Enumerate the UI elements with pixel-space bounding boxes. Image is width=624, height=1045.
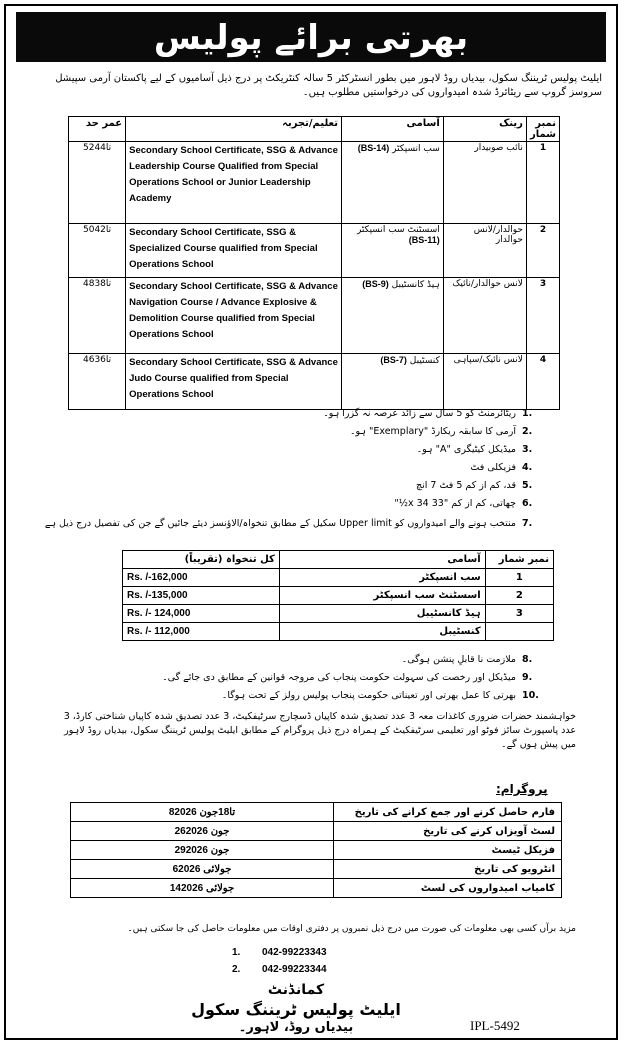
- condition-text: چھاتی، کم از کم "33 x 34½": [394, 498, 516, 509]
- contact-note: مزید برآں کسی بھی معلومات کی صورت میں درج ذیل نمبروں پر دفتری اوقات میں معلومات حاصل کی جا سکتی ہیں۔: [127, 924, 576, 934]
- post-name: ہیڈ کانسٹیبل: [279, 605, 485, 623]
- post-urdu: سب انسپکٹر: [392, 144, 440, 154]
- pay-amount: Rs. /-162,000: [123, 569, 280, 587]
- signature-institution: ایلیٹ پولیس ٹریننگ سکول: [191, 1000, 401, 1019]
- condition-item: [26, 518, 556, 529]
- phone-list: [232, 944, 327, 978]
- condition-number: 8.: [522, 654, 533, 665]
- programme-event: انٹرویو کی تاریخ: [334, 860, 562, 879]
- serial-number: 3: [526, 278, 559, 354]
- age-limit: 48تا38: [69, 278, 126, 354]
- pay-amount: Rs. /-135,000: [123, 587, 280, 605]
- header-pay: کل تنخواہ (تقریباً): [123, 551, 280, 569]
- phone-number: 042-99223343: [262, 947, 327, 958]
- phone-number: 042-99223344: [262, 964, 327, 975]
- programme-date: 6جولائی 2026: [71, 860, 334, 879]
- advertisement-page: [4, 4, 618, 1040]
- condition-number: 9.: [522, 672, 533, 683]
- post-name: [341, 278, 443, 354]
- table-row: [71, 841, 562, 860]
- table-row: [71, 860, 562, 879]
- condition-item: [76, 444, 556, 455]
- header-post: آسامی: [341, 117, 443, 142]
- age-limit: 52تا44: [69, 142, 126, 224]
- table-row: [123, 569, 554, 587]
- instructions-text: خواہشمند حضرات ضروری کاغذات معہ 3 عدد تصدیق شدہ کاپیاں ڈسچارج سرٹیفکیٹ، 3 عدد تصدیق شدہ کاپیاں شناختی کارڈ، 3 عدد پاسپورٹ سائز فوٹو اور تعلیمی سرٹیفکیٹ کے ہمراہ درج ذیل پروگرام کے مطابق ایلیٹ پولیس ٹریننگ سکول، بیدیاں روڈ لاہور میں پیش ہوں گے۔: [63, 711, 576, 750]
- condition-item: [76, 690, 556, 701]
- condition-number: 5.: [522, 480, 533, 491]
- condition-item: [76, 480, 556, 491]
- programme-date: 14جولائی 2026: [71, 879, 334, 898]
- condition-number: 10.: [522, 690, 539, 701]
- age-limit: 46تا36: [69, 354, 126, 410]
- signature-title: کمانڈنٹ: [267, 982, 325, 998]
- qualification: Secondary School Certificate, SSG & Advance Navigation Course / Advance Explosive & Demolition Course qualified from Special Operations School: [126, 278, 342, 354]
- intro-text: ایلیٹ پولیس ٹریننگ سکول، بیدیاں روڈ لاہور میں بطور انسٹرکٹر 5 سالہ کنٹریکٹ پر درج ذیل آسامیوں کے لیے پاکستان آرمی سپیشل سروسز گروپ سے ریٹائرڈ شدہ امیدواروں کی درخواستیں مطلوب ہیں۔: [55, 73, 602, 98]
- serial-number: 3: [485, 605, 553, 623]
- qualification: Secondary School Certificate, SSG & Advance Leadership Course Qualified from Special Operations School or Junior Leadership Academy: [126, 142, 342, 224]
- post-name: سب انسپکٹر: [279, 569, 485, 587]
- programme-date: 29جون 2026: [71, 841, 334, 860]
- rank: حوالدار/لانس حوالدار: [443, 224, 526, 278]
- pay-table: [122, 550, 554, 641]
- phone-index: 1.: [232, 947, 241, 958]
- table-row: [71, 803, 562, 822]
- table-row: [71, 822, 562, 841]
- header-post: آسامی: [279, 551, 485, 569]
- programme-event: فزیکل ٹیسٹ: [334, 841, 562, 860]
- post-grade: (BS-11): [408, 235, 440, 245]
- post-name: [341, 224, 443, 278]
- post-urdu: کنسٹیبل: [409, 356, 440, 366]
- post-name: [341, 354, 443, 410]
- condition-text: بھرتی کا عمل بھرتی اور تعیناتی حکومت پنجاب پولیس رولز کے تحت ہوگا۔: [221, 690, 516, 701]
- posts-table-header: [69, 117, 560, 142]
- signature-address: بیدیاں روڈ، لاہور۔: [238, 1020, 354, 1035]
- pay-amount: Rs. /- 124,000: [123, 605, 280, 623]
- condition-item: [76, 672, 556, 683]
- programme-date: 8تا18جون 2026: [71, 803, 334, 822]
- condition-number: 3.: [522, 444, 533, 455]
- posts-table: [68, 116, 560, 410]
- condition-text: قد، کم از کم 5 فٹ 7 انچ: [415, 480, 516, 491]
- table-row: [69, 278, 560, 354]
- condition-text: ملازمت نا قابلِ پنشن ہوگی۔: [401, 654, 516, 665]
- pay-amount: Rs. /- 112,000: [123, 623, 280, 641]
- condition-text: منتخب ہونے والے امیدواروں کو Upper limit سکیل کے مطابق تنخواہ/الاؤنسز دیئے جائیں گے جن کی تفصیل درج ذیل ہے: [44, 518, 516, 529]
- programme-table: [70, 802, 562, 898]
- post-grade: (BS-14): [357, 143, 390, 153]
- condition-item: [76, 408, 556, 419]
- age-limit: 50تا42: [69, 224, 126, 278]
- condition-number: 2.: [522, 426, 533, 437]
- table-row: [123, 587, 554, 605]
- rank: نائب صوبیدار: [443, 142, 526, 224]
- pay-table-header: [123, 551, 554, 569]
- table-row: [71, 879, 562, 898]
- page-title: بھرتی برائے پولیس: [16, 12, 606, 62]
- rank: لانس نائیک/سپاہی: [443, 354, 526, 410]
- condition-item: [76, 462, 556, 473]
- post-grade: (BS-7): [380, 355, 407, 365]
- table-row: [123, 623, 554, 641]
- condition-number: 1.: [522, 408, 533, 419]
- phone-item: [232, 961, 327, 978]
- programme-title: پروگرام:: [496, 782, 548, 796]
- condition-number: 7.: [522, 518, 533, 529]
- header-age: عمر حد: [69, 117, 126, 142]
- rank: لانس حوالدار/نائیک: [443, 278, 526, 354]
- header-serial: نمبر شمار: [485, 551, 553, 569]
- serial-number: 1: [526, 142, 559, 224]
- programme-event: لسٹ آویزاں کرنے کی تاریخ: [334, 822, 562, 841]
- serial-number: 4: [526, 354, 559, 410]
- post-urdu: اسسٹنٹ سب انسپکٹر: [356, 225, 440, 235]
- serial-number: 2: [485, 587, 553, 605]
- post-name: اسسٹنٹ سب انسپکٹر: [279, 587, 485, 605]
- table-row: [69, 224, 560, 278]
- post-name: [341, 142, 443, 224]
- condition-number: 6.: [522, 498, 533, 509]
- programme-event: کامیاب امیدواروں کی لسٹ: [334, 879, 562, 898]
- condition-text: میڈیکل کیٹیگری "A" ہو۔: [416, 444, 516, 455]
- condition-item: [76, 426, 556, 437]
- condition-text: میڈیکل اور رخصت کی سہولت حکومت پنجاب کی مروجہ قوانین کے مطابق دی جائے گی۔: [162, 672, 516, 683]
- phone-index: 2.: [232, 964, 241, 975]
- condition-number: 4.: [522, 462, 533, 473]
- qualification: Secondary School Certificate, SSG & Advance Judo Course qualified from Special Operations School: [126, 354, 342, 410]
- condition-text: ریٹائرمنٹ کو 5 سال سے زائد عرصہ نہ گزرا ہو۔: [323, 408, 516, 419]
- serial-number: [485, 623, 553, 641]
- serial-number: 1: [485, 569, 553, 587]
- header-serial: نمبر شمار: [526, 117, 559, 142]
- post-grade: (BS-9): [362, 279, 389, 289]
- condition-item: [76, 498, 556, 509]
- programme-event: فارم حاصل کرنے اور جمع کرانے کی تاریخ: [334, 803, 562, 822]
- post-urdu: ہیڈ کانسٹیبل: [391, 280, 440, 290]
- post-name: کنسٹیبل: [279, 623, 485, 641]
- qualification: Secondary School Certificate, SSG & Specialized Course qualified from Special Operations School: [126, 224, 342, 278]
- header-rank: رینک: [443, 117, 526, 142]
- table-row: [69, 142, 560, 224]
- header-qualification: تعلیم/تجربہ: [126, 117, 342, 142]
- condition-text: آرمی کا سابقہ ریکارڈ "Exemplary" ہو۔: [349, 426, 516, 437]
- phone-item: [232, 944, 327, 961]
- condition-text: فزیکلی فٹ: [470, 462, 516, 473]
- programme-date: 26جون 2026: [71, 822, 334, 841]
- table-row: [69, 354, 560, 410]
- table-row: [123, 605, 554, 623]
- reference-number: IPL-5492: [470, 1018, 520, 1033]
- condition-item: [76, 654, 556, 665]
- serial-number: 2: [526, 224, 559, 278]
